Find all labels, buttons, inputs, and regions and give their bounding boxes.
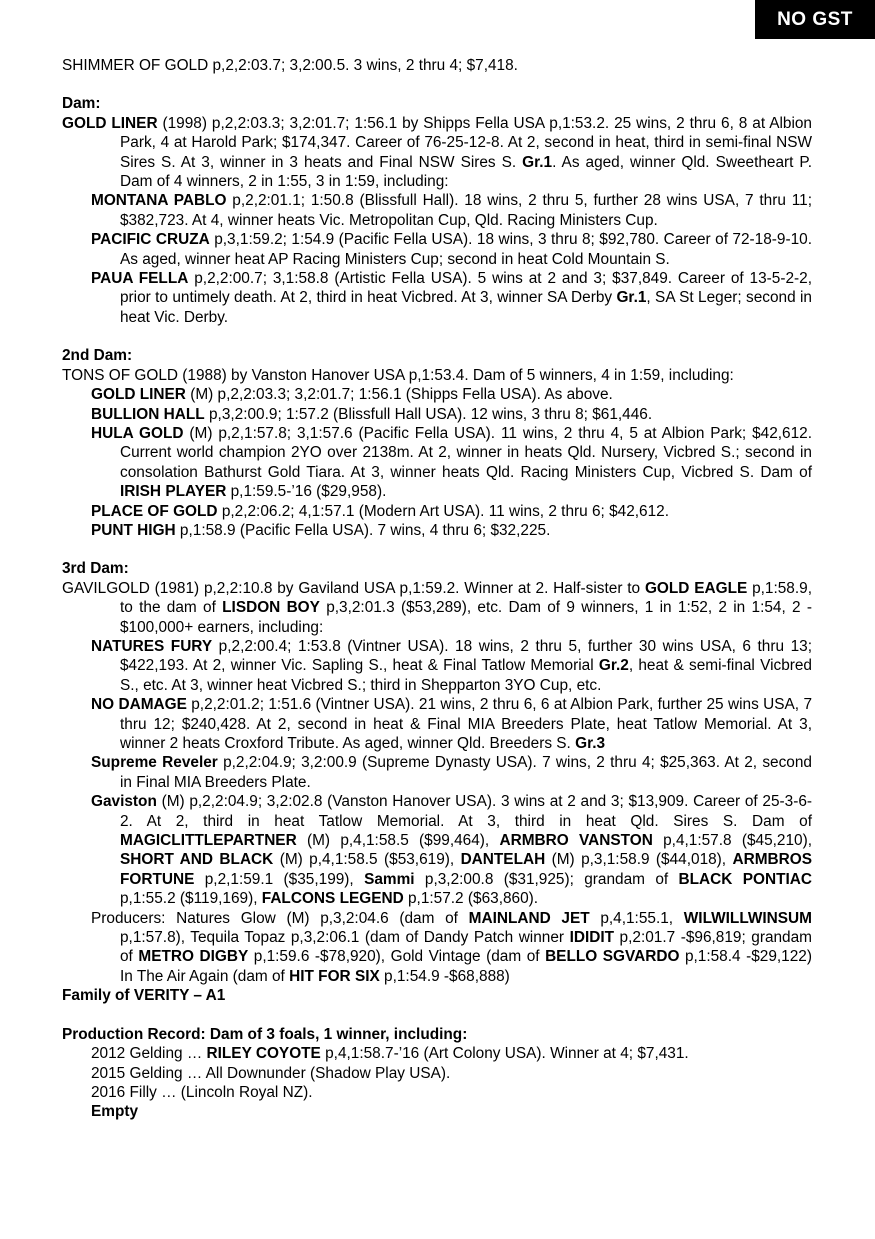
text-run: p,4,1:55.1, xyxy=(589,909,684,927)
bold-name: DANTELAH xyxy=(460,851,546,869)
second-dam-heading: 2nd Dam: xyxy=(62,347,133,365)
third-dam-progeny-entry xyxy=(62,753,812,792)
text-run: p,2,2:01.1; 1:50.8 (Blissfull Hall). 18 wins, 2 thru 5, further 28 wins USA, 7 thru 11; $382,723. At 4, winner heats Vic. Metropolitan Cup, Qld. Racing Ministers Cup. xyxy=(120,192,812,229)
text-run: p,2,2:00.4; 1:53.8 (Vintner USA). 18 wins, 2 thru 5, further 30 wins USA, 6 thru 13; $422,193. At 2, winner Vic. Sapling S., heat & Final Tatlow Memorial xyxy=(120,637,812,675)
bold-name: NO DAMAGE xyxy=(91,696,187,714)
text-run: (M) p,2,2:03.3; 3,2:01.7; 1:56.1 (Shipps Fella USA). As above. xyxy=(185,386,613,404)
bold-name: GOLD LINER xyxy=(91,386,186,404)
dam-progeny-entry xyxy=(62,191,812,230)
third-dam-progeny-entry xyxy=(62,695,812,753)
third-dam-progeny-entry xyxy=(62,792,812,908)
bold-name: WILWILLWINSUM xyxy=(683,909,812,927)
production-item xyxy=(62,1064,812,1083)
text-run: 2012 Gelding … xyxy=(91,1045,207,1063)
bold-name: MAINLAND JET xyxy=(468,909,590,927)
text-run: p,1:58.9 (Pacific Fella USA). 7 wins, 4 thru 6; $32,225. xyxy=(175,521,551,539)
text-run: p,2,1:59.1 ($35,199), xyxy=(194,870,365,888)
bold-name: Empty xyxy=(91,1103,139,1121)
text-run: p,1:55.2 ($119,169), xyxy=(120,890,262,908)
bold-name: BULLION HALL xyxy=(91,405,205,423)
text-run: (M) p,2,2:04.9; 3,2:02.8 (Vanston Hanover USA). 3 wins at 2 and 3; $13,909. Career of 25-3-6-2. At 2, third in heat Tatlow Memorial. At 3, third in heat Qld. Sires S. Dam of xyxy=(120,793,812,830)
text-run: (M) p,3,1:58.9 ($44,018), xyxy=(545,851,733,869)
dam-progeny-entry xyxy=(62,230,812,269)
bold-name: PLACE OF GOLD xyxy=(91,502,218,520)
second-dam-progeny-entry xyxy=(62,424,812,502)
dam-entry xyxy=(62,114,812,192)
bold-name: HULA GOLD xyxy=(91,424,184,442)
bold-name: ARMBRO VANSTON xyxy=(499,832,653,850)
bold-name: GOLD LINER xyxy=(62,114,158,132)
text-run: p,1:58.9, to the dam of xyxy=(120,579,812,617)
text-run: TONS OF GOLD (1988) by Vanston Hanover USA p,1:53.4. Dam of 5 winners, 4 in 1:59, including: xyxy=(62,366,734,384)
family-line: Family of VERITY – A1 xyxy=(62,987,226,1005)
second-dam-entry xyxy=(62,366,812,385)
no-gst-badge: NO GST xyxy=(755,0,875,39)
text-run: p,1:54.9 -$68,888) xyxy=(379,967,510,985)
dam-progeny-list xyxy=(62,191,812,327)
third-dam-section xyxy=(62,559,812,1005)
third-dam-entry xyxy=(62,579,812,637)
text-run: GAVILGOLD (1981) p,2,2:10.8 by Gaviland USA p,1:59.2. Winner at 2. Half-sister to xyxy=(62,579,645,597)
text-run: p,2:01.7 -$96,819; grandam of xyxy=(120,929,813,966)
text-run: , heat & semi-final Vicbred S., etc. At 3, winner heat Vicbred S.; third in Shepparton 3YO Cup, etc. xyxy=(120,657,812,694)
bold-name: HIT FOR SIX xyxy=(289,967,380,985)
second-dam-progeny-list xyxy=(62,385,812,540)
text-run: (1998) p,2,2:03.3; 3,2:01.7; 1:56.1 by Shipps Fella USA p,1:53.2. 25 wins, 2 thru 6, 8 at Albion Park, 4 at Harold Park; $174,347. Career of 76-25-12-8. At 2, second in heat, third in semi-final NSW Sires S. At 3, winner in 3 heats and Final NSW Sires S. xyxy=(120,114,812,171)
bold-name: LISDON BOY xyxy=(222,599,320,617)
text-run: (M) p,4,1:58.5 ($99,464), xyxy=(296,832,500,850)
bold-name: RILEY COYOTE xyxy=(206,1045,321,1063)
bold-name: IDIDIT xyxy=(569,929,615,947)
production-heading: Production Record: Dam of 3 foals, 1 winner, including: xyxy=(62,1025,468,1043)
bold-name: Supreme Reveler xyxy=(91,754,218,772)
production-section xyxy=(62,1025,812,1122)
bold-name: Gr.1 xyxy=(522,153,553,171)
pedigree-page xyxy=(62,56,812,1122)
bold-name: MONTANA PABLO xyxy=(91,192,227,210)
text-run: p,4,1:57.8 ($45,210), xyxy=(652,832,813,850)
third-dam-progeny-list xyxy=(62,637,812,986)
bold-name: PACIFIC CRUZA xyxy=(91,231,210,249)
third-dam-heading: 3rd Dam: xyxy=(62,560,129,578)
bold-name: BLACK PONTIAC xyxy=(678,870,812,888)
text-run: p,2,2:04.9; 3,2:00.9 (Supreme Dynasty USA). 7 wins, 2 thru 4; $25,363. At 2, second in Final MIA Breeders Plate. xyxy=(120,754,812,791)
text-run: p,1:59.6 -$78,920), Gold Vintage (dam of xyxy=(248,948,546,966)
text-run: , SA St Leger; second in heat Vic. Derby. xyxy=(120,289,812,326)
production-item xyxy=(62,1044,812,1063)
bold-name: ARMBROS FORTUNE xyxy=(120,851,813,888)
bold-name: Gr.1 xyxy=(616,289,647,307)
text-run: p,3,1:59.2; 1:54.9 (Pacific Fella USA). 18 wins, 3 thru 8; $92,780. Career of 72-18-9-10. As aged, winner heat AP Racing Ministers Cup; second in heat Cold Mountain S. xyxy=(120,231,812,268)
text-run: 2016 Filly … (Lincoln Royal NZ). xyxy=(91,1083,313,1101)
text-run: . As aged, winner Qld. Sweetheart P. Dam of 4 winners, 2 in 1:55, 3 in 1:59, including: xyxy=(120,153,812,191)
text-run: Producers: Natures Glow (M) p,3,2:04.6 (dam of xyxy=(91,909,469,927)
bold-name: FALCONS LEGEND xyxy=(261,890,404,908)
text-run: 2015 Gelding … All Downunder (Shadow Play USA). xyxy=(91,1064,451,1082)
bold-name: SHORT AND BLACK xyxy=(120,851,274,869)
third-dam-progeny-entry xyxy=(62,637,812,695)
bold-name: Gr.3 xyxy=(575,735,606,752)
text-run: p,1:59.5-’16 ($29,958). xyxy=(226,483,387,501)
third-dam-progeny-entry xyxy=(62,909,812,987)
bold-name: Sammi xyxy=(364,870,415,888)
dam-progeny-entry xyxy=(62,269,812,327)
bold-name: PAUA FELLA xyxy=(91,270,189,288)
second-dam-progeny-entry xyxy=(62,502,812,521)
dam-section xyxy=(62,94,812,327)
text-run: p,3,2:01.3 ($53,289), etc. Dam of 9 winners, 1 in 1:52, 2 in 1:54, 2 - $100,000+ earners, including: xyxy=(120,599,812,636)
offspring-line: SHIMMER OF GOLD p,2,2:03.7; 3,2:00.5. 3 wins, 2 thru 4; $7,418. xyxy=(62,57,518,74)
bold-name: Gaviston xyxy=(91,793,157,811)
text-run: p,2,2:01.2; 1:51.6 (Vintner USA). 21 wins, 2 thru 6, 6 at Albion Park, further 25 wins USA, 7 thru 12; $240,428. At 2, second in heat & Final MIA Breeders Plate, heat Tatlow Memorial. At 3, winner 2 heats Croxford Tribute. As aged, winner Qld. Breeders S. xyxy=(120,696,813,752)
text-run: p,1:57.2 ($63,860). xyxy=(403,890,539,908)
bold-name: GOLD EAGLE xyxy=(644,579,748,597)
bold-name: BELLO SGVARDO xyxy=(545,948,680,966)
second-dam-progeny-entry xyxy=(62,521,812,540)
production-list xyxy=(62,1044,812,1122)
bold-name: Gr.2 xyxy=(598,657,629,675)
text-run: p,4,1:58.7-’16 (Art Colony USA). Winner at 4; $7,431. xyxy=(320,1045,689,1063)
bold-name: PUNT HIGH xyxy=(91,521,176,539)
production-item xyxy=(62,1083,812,1102)
second-dam-progeny-entry xyxy=(62,385,812,404)
bold-name: NATURES FURY xyxy=(91,637,213,655)
bold-name: METRO DIGBY xyxy=(138,948,249,966)
bold-name: MAGICLITTLEPARTNER xyxy=(120,832,297,850)
text-run: p,2,2:00.7; 3,1:58.8 (Artistic Fella USA). 5 wins at 2 and 3; $37,849. Career of 13-5-2-2, prior to untimely death. At 2, third in heat Vicbred. At 3, winner SA Derby xyxy=(120,270,812,307)
text-run: p,3,2:00.9; 1:57.2 (Blissfull Hall USA). 12 wins, 3 thru 8; $61,446. xyxy=(204,405,653,423)
bold-name: IRISH PLAYER xyxy=(120,483,227,501)
text-run: p,1:57.8), Tequila Topaz p,3,2:06.1 (dam of Dandy Patch winner xyxy=(120,929,570,947)
second-dam-progeny-entry xyxy=(62,405,812,424)
dam-heading: Dam: xyxy=(62,95,101,113)
text-run: (M) p,2,1:57.8; 3,1:57.6 (Pacific Fella USA). 11 wins, 2 thru 4, 5 at Albion Park; $42,612. Current world champion 2YO over 2138m. At 2, winner in heats Qld. Nursery, Vicbred S.; second in consolation Bathurst Gold Tiara. At 3, winner heats Qld. Racing Ministers Cup, Vicbred S. Dam of xyxy=(120,424,812,481)
production-item xyxy=(62,1102,812,1121)
text-run: (M) p,4,1:58.5 ($53,619), xyxy=(273,851,461,869)
second-dam-section xyxy=(62,346,812,540)
text-run: p,2,2:06.2; 4,1:57.1 (Modern Art USA). 11 wins, 2 thru 6; $42,612. xyxy=(217,502,669,520)
text-run: p,1:58.4 -$29,122) In The Air Again (dam of xyxy=(120,948,812,985)
text-run: p,3,2:00.8 ($31,925); grandam of xyxy=(414,870,679,888)
